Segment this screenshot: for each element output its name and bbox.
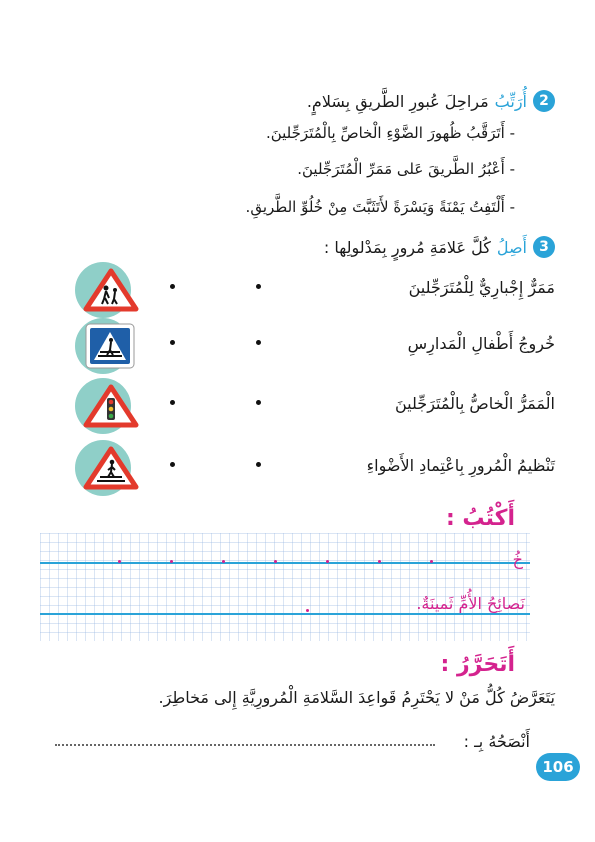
match-dot[interactable] (256, 462, 261, 467)
writing-dot (274, 560, 277, 563)
writing-dot (326, 560, 329, 563)
liberate-paragraph: يَتَعَرَّضُ كُلُّ مَنْ لا يَحْتَرِمُ قَواعِدَ السَّلامَةِ الْمُرورِيَّةِ إِلى مَخاطِرَ. (158, 688, 555, 707)
pedestrian-crossing-icon (85, 323, 135, 369)
liberate-title: أَتَحَرَّرُ : (440, 652, 515, 677)
writing-dot (222, 560, 225, 563)
writing-dot (118, 560, 121, 563)
exercise-number-badge: 3 (533, 236, 555, 258)
model-phrase: نَصائِحُ الأُمِّ ثَمينَةٌ. (416, 594, 525, 613)
sign-tile[interactable] (75, 262, 139, 318)
match-row (70, 262, 555, 318)
exercise-verb: أُرَتِّبُ (494, 91, 527, 111)
match-label: خُروجُ أَطْفالِ الْمَدارِسِ (407, 334, 555, 353)
exercise-number-badge: 2 (533, 90, 555, 112)
match-dot[interactable] (256, 340, 261, 345)
match-dot[interactable] (170, 400, 175, 405)
match-dot[interactable] (170, 462, 175, 467)
exercise-instruction: كُلَّ عَلامَةِ مُرورٍ بِمَدْلولِها : (323, 237, 491, 257)
exercise-2-header (307, 88, 555, 114)
match-label: تَنْظيمُ الْمُرورِ بِاعْتِمادِ الأَضْواءِ (366, 456, 555, 475)
exercise-3-header (324, 234, 555, 260)
writing-dot (430, 560, 433, 563)
sign-tile[interactable] (75, 318, 139, 374)
guide-line (40, 562, 530, 564)
match-dot[interactable] (170, 284, 175, 289)
step-item: - أَلْتَفِتُ يَمْنَةً وَيَسْرَةً لأَتَثَبَّتَ مِنْ خُلُوِّ الطَّريقِ. (245, 198, 515, 216)
writing-dot (170, 560, 173, 563)
page-number: 106 (536, 753, 580, 781)
sign-tile[interactable] (75, 378, 139, 434)
exercise-instruction: مَراحِلَ عُبورِ الطَّريقِ بِسَلامٍ. (306, 91, 489, 111)
guide-line (40, 613, 530, 615)
model-letter: خُ (512, 550, 523, 569)
step-item: - أَعْبُرُ الطَّريقَ عَلى مَمَرِّ الْمُتَرَجِّلينَ. (297, 160, 515, 178)
pedestrian-warning-icon (83, 446, 139, 490)
match-dot[interactable] (256, 400, 261, 405)
step-item: - أَتَرَقَّبُ ظُهورَ الضَّوْءِ الْخاصِّ بِالْمُتَرَجِّلينَ. (265, 124, 515, 142)
match-row (70, 378, 555, 434)
match-dot[interactable] (256, 284, 261, 289)
match-label: الْمَمَرُّ الْخاصُّ بِالْمُتَرَجِّلينَ (395, 394, 555, 413)
sign-tile[interactable] (75, 440, 139, 496)
answer-line[interactable] (55, 744, 435, 746)
writing-dot (306, 609, 309, 612)
children-crossing-icon (83, 268, 139, 312)
match-label: مَمَرٌّ إِجْبارِيٌّ لِلْمُتَرَجِّلينَ (408, 278, 555, 297)
write-title: أَكْتُبُ : (445, 506, 515, 531)
traffic-light-icon (83, 384, 139, 428)
exercise-verb: أَصِلُ (496, 237, 527, 257)
handwriting-grid[interactable] (40, 533, 530, 641)
advise-label: أَنْصَحُهُ بِـ : (463, 732, 530, 751)
match-dot[interactable] (170, 340, 175, 345)
writing-dot (378, 560, 381, 563)
match-row (70, 318, 555, 374)
match-row (70, 440, 555, 496)
